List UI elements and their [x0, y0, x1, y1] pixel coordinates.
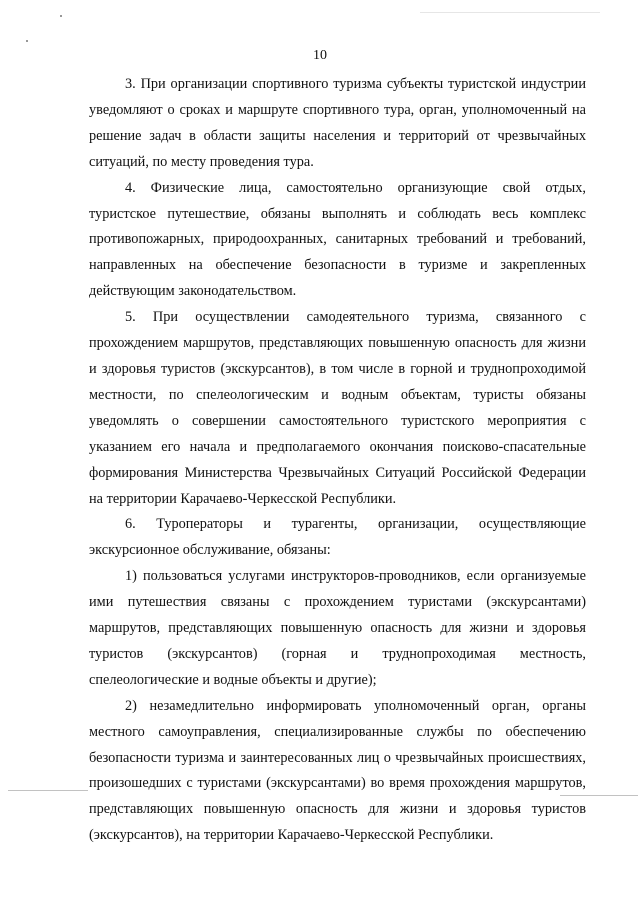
subparagraph-2: 2) незамедлительно информировать уполномоченный орган, органы местного самоуправления, специализированные службы по обеспечению безопасности туризма и заинтересованных лиц о чрезвычайных происшествиях, произошедших с туристами (экскурсантами) во время прохождения маршрутов, представляющих повышенную опасность для жизни и здоровья туристов (экскурсантов), на территории Карачаево-Черкесской Республики.	[89, 697, 586, 844]
document-body	[89, 72, 586, 849]
scan-speck	[26, 40, 28, 42]
page-number: 10	[313, 48, 327, 63]
paragraph-3: 3. При организации спортивного туризма субъекты туристской индустрии уведомляют о сроках и маршруте спортивного тура, орган, уполномоченный на решение задач в области защиты населения и территорий от чрезвычайных ситуаций, по месту проведения тура.	[89, 76, 586, 170]
paragraph-4: 4. Физические лица, самостоятельно организующие свой отдых, туристское путешествие, обязаны выполнять и соблюдать весь комплекс противопожарных, природоохранных, санитарных требований и требований, направленных на обеспечение безопасности в туризме и закрепленных действующим законодательством.	[89, 179, 586, 300]
scan-artifact-top	[420, 12, 600, 13]
paragraph-6: 6. Туроператоры и турагенты, организации, осуществляющие экскурсионное обслуживание, обязаны:	[89, 516, 586, 559]
scan-artifact-left	[8, 790, 88, 791]
subparagraph-1: 1) пользоваться услугами инструкторов-проводников, если организуемые ими путешествия связаны с прохождением туристами (экскурсантами) маршрутов, представляющих повышенную опасность для жизни и здоровья туристов (экскурсантов) (горная и труднопроходимая местность, спелеологические и водные объекты и другие);	[89, 568, 586, 688]
scan-speck	[60, 15, 62, 17]
paragraph-5: 5. При осуществлении самодеятельного туризма, связанного с прохождением маршрутов, представляющих повышенную опасность для жизни и здоровья туристов (экскурсантов), в том числе в горной и труднопроходимой местности, по спелеологическим и водным объектам, туристы обязаны уведомлять о совершении самостоятельного туристского мероприятия с указанием его начала и предполагаемого окончания поисково-спасательные формирования Министерства Чрезвычайных Ситуаций Российской Федерации на территории Карачаево-Черкесской Республики.	[89, 309, 586, 507]
